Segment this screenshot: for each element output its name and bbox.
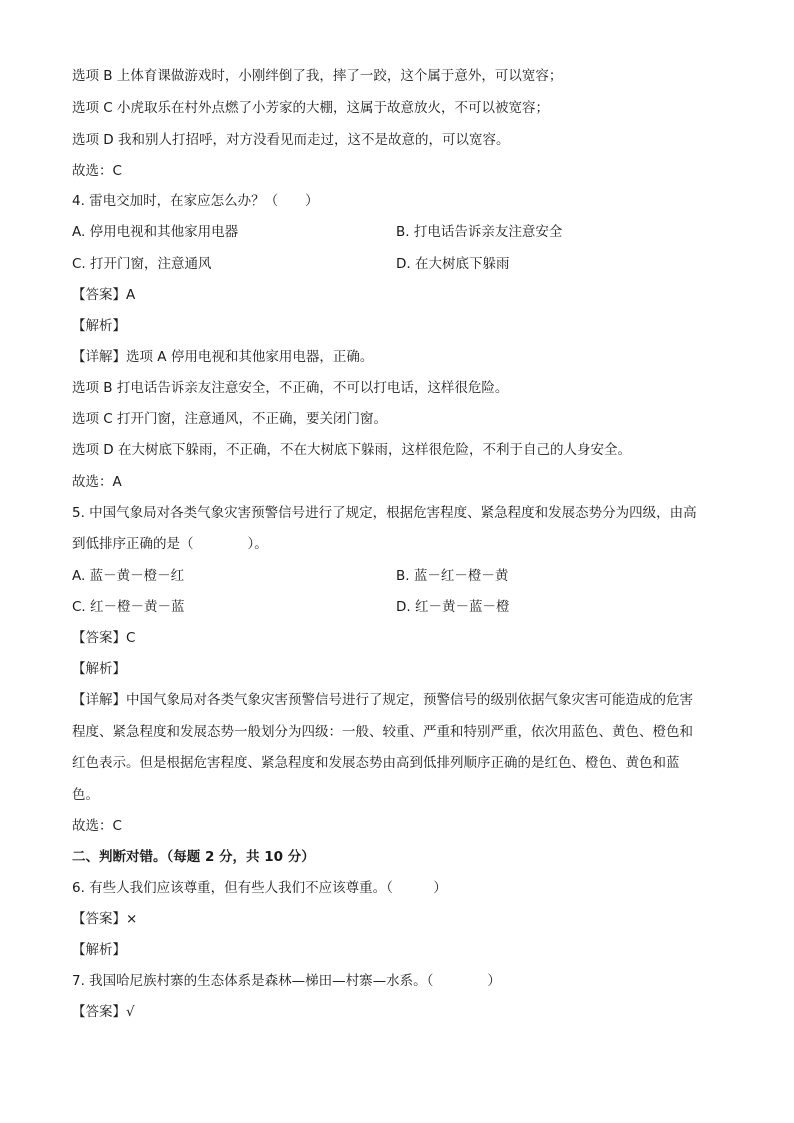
q4-option-d: D. 在大树底下躲雨: [396, 256, 510, 272]
q3-choice: 故选：C: [72, 163, 122, 179]
q4-detail-c: 选项 C 打开门窗，注意通风，不正确，要关闭门窗。: [72, 411, 388, 427]
q4-option-c: C. 打开门窗，注意通风: [72, 256, 212, 272]
q5-analysis-tag: 【解析】: [72, 661, 126, 677]
q3-option-c-explanation: 选项 C 小虎取乐在村外点燃了小芳家的大棚，这属于故意放火，不可以被宽容；: [72, 100, 550, 116]
q5-option-d: D. 红－黄－蓝－橙: [396, 599, 510, 615]
q5-stem-line2: 到低排序正确的是（ ）。: [72, 536, 268, 552]
answer-tag: 【答案】: [72, 630, 126, 646]
q5-detail-line3: 红色表示。但是根据危害程度、紧急程度和发展态势由高到低排列顺序正确的是红色、橙色、黄色和蓝: [72, 755, 680, 771]
q6-stem: 6. 有些人我们应该尊重，但有些人我们不应该尊重。（ ）: [72, 880, 447, 896]
answer-value: ×: [126, 911, 138, 927]
q5-stem-line1: 5. 中国气象局对各类气象灾害预警信号进行了规定，根据危害程度、紧急程度和发展态势分为四级，由高: [72, 505, 697, 521]
detail-text: 中国气象局对各类气象灾害预警信号进行了规定，预警信号的级别依据气象灾害可能造成的危害: [126, 692, 693, 708]
q5-detail-line1: [72, 690, 693, 710]
q6-analysis-tag: 【解析】: [72, 942, 126, 958]
q5-detail-line4: 色。: [72, 787, 99, 803]
q5-choice: 故选：C: [72, 818, 122, 834]
answer-value: A: [126, 287, 136, 303]
q4-option-b: B. 打电话告诉亲友注意安全: [396, 224, 563, 240]
q6-answer: [72, 909, 137, 929]
answer-tag: 【答案】: [72, 287, 126, 303]
detail-tag: 【详解】: [72, 349, 126, 365]
q5-option-c: C. 红－橙－黄－蓝: [72, 599, 185, 615]
q7-answer: [72, 1002, 135, 1022]
section-heading: 二、判断对错。（每题 2 分，共 10 分）: [72, 849, 315, 865]
q5-option-a: A. 蓝－黄－橙－红: [72, 568, 185, 584]
answer-value: C: [126, 630, 136, 646]
answer-value: √: [126, 1004, 135, 1020]
q4-detail-a: [72, 347, 373, 367]
detail-text: 选项 A 停用电视和其他家用电器，正确。: [126, 349, 374, 365]
q4-detail-b: 选项 B 打电话告诉亲友注意安全，不正确，不可以打电话，这样很危险。: [72, 380, 509, 396]
q5-detail-line2: 程度、紧急程度和发展态势一般划分为四级：一般、较重、严重和特别严重，依次用蓝色、黄色、橙色和: [72, 724, 693, 740]
q7-stem: 7. 我国哈尼族村寨的生态体系是森林—梯田—村寨—水系。（ ）: [72, 973, 501, 989]
q4-answer: [72, 285, 135, 305]
q4-option-a: A. 停用电视和其他家用电器: [72, 224, 239, 240]
q4-analysis-tag: 【解析】: [72, 318, 126, 334]
q3-option-b-explanation: 选项 B 上体育课做游戏时，小刚绊倒了我，摔了一跤，这个属于意外，可以宽容；: [72, 68, 563, 84]
q5-answer: [72, 628, 135, 648]
q4-choice: 故选：A: [72, 474, 122, 490]
detail-tag: 【详解】: [72, 692, 126, 708]
q5-option-b: B. 蓝－红－橙－黄: [396, 568, 509, 584]
answer-tag: 【答案】: [72, 911, 126, 927]
answer-tag: 【答案】: [72, 1004, 126, 1020]
q4-stem: 4. 雷电交加时，在家应怎么办？（ ）: [72, 193, 319, 209]
q3-option-d-explanation: 选项 D 我和别人打招呼，对方没看见而走过，这不是故意的，可以宽容。: [72, 132, 510, 148]
q4-detail-d: 选项 D 在大树底下躲雨，不正确，不在大树底下躲雨，这样很危险，不利于自己的人身安全。: [72, 442, 631, 458]
